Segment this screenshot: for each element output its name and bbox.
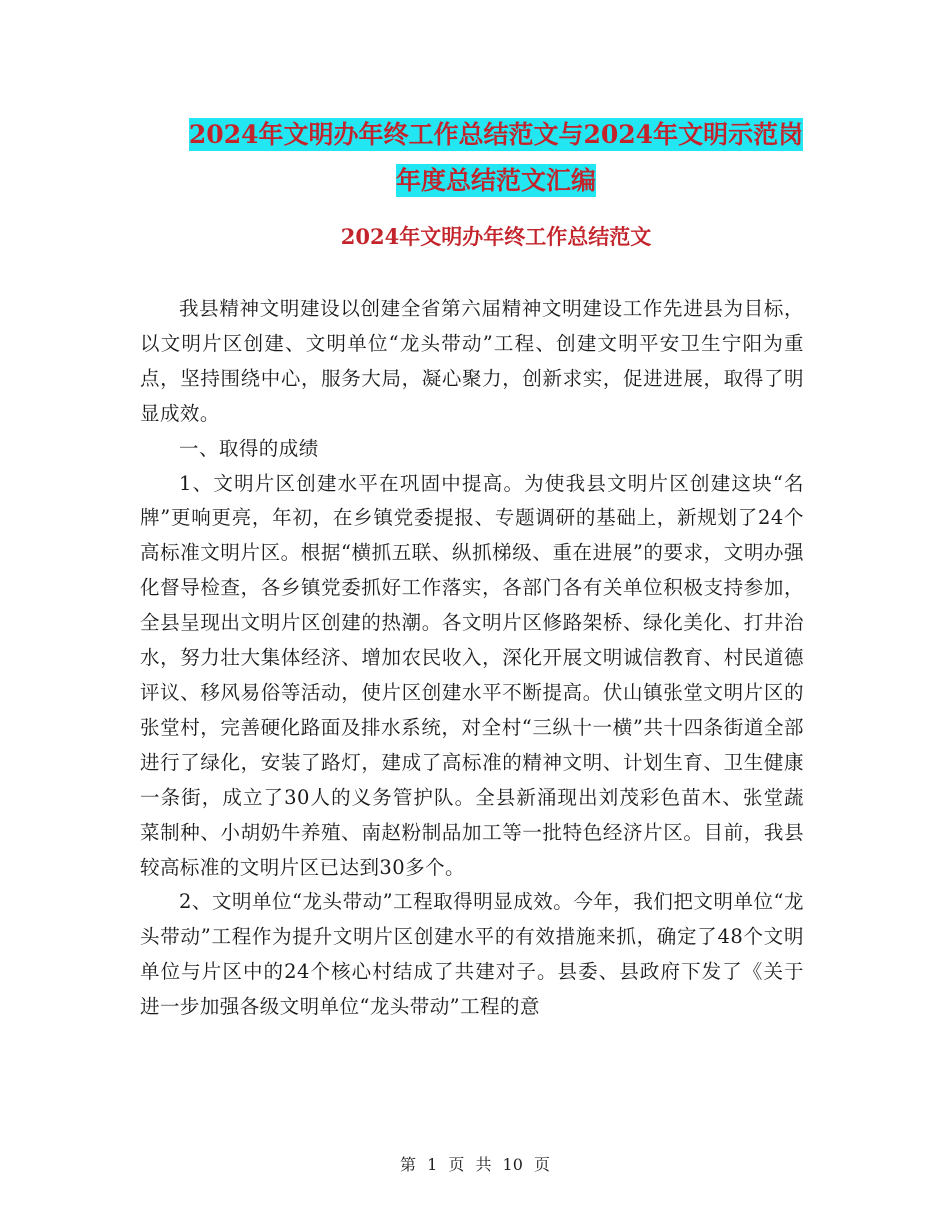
document-body xyxy=(140,292,804,1025)
paragraph-civilized-areas: 1、文明片区创建水平在巩固中提高。为使我县文明片区创建这块“名牌”更响更亮，年初，在乡镇党委提报、专题调研的基础上，新规划了24个高标准文明片区。根据“横抓五联、纵抓梯级、重在进展”的要求，文明办强化督导检查，各乡镇党委抓好工作落实，各部门各有关单位积极支持参加，全县呈现出文明片区创建的热潮。各文明片区修路架桥、绿化美化、打井治水，努力壮大集体经济、增加农民收入，深化开展文明诚信教育、村民道德评议、移风易俗等活动，使片区创建水平不断提高。伏山镇张堂文明片区的张堂村，完善硬化路面及排水系统，对全村“三纵十一横”共十四条街道全部进行了绿化，安装了路灯，建成了高标准的精神文明、计划生育、卫生健康一条街，成立了30人的义务管护队。全县新涌现出刘茂彩色苗木、张堂蔬菜制种、小胡奶牛养殖、南赵粉制品加工等一批特色经济片区。目前，我县较高标准的文明片区已达到30多个。 xyxy=(140,471,804,879)
document-title xyxy=(140,112,852,204)
document-title-line-1: 2024年文明办年终工作总结范文与2024年文明示范岗 xyxy=(188,120,804,149)
page-footer: 第 1 页 共 10 页 xyxy=(400,1155,550,1174)
paragraph-intro: 我县精神文明建设以创建全省第六届精神文明建设工作先进县为目标，以文明片区创建、文明单位“龙头带动”工程、创建文明平安卫生宁阳为重点，坚持围绕中心，服务大局，凝心聚力，创新求实，促进进展，取得了明显成效。 xyxy=(140,297,804,425)
paragraph-heading-achievements: 一、取得的成绩 xyxy=(179,436,319,460)
paragraph-leading-project: 2、文明单位“龙头带动”工程取得明显成效。今年，我们把文明单位“龙头带动”工程作为提升文明片区创建水平的有效措施来抓，确定了48个文明单位与片区中的24个核心村结成了共建对子。县委、县政府下发了《关于进一步加强各级文明单位“龙头带动”工程的意 xyxy=(140,890,804,1019)
section-title: 2024年文明办年终工作总结范文 xyxy=(340,224,652,249)
document-title-line-2: 年度总结范文汇编 xyxy=(395,166,596,195)
